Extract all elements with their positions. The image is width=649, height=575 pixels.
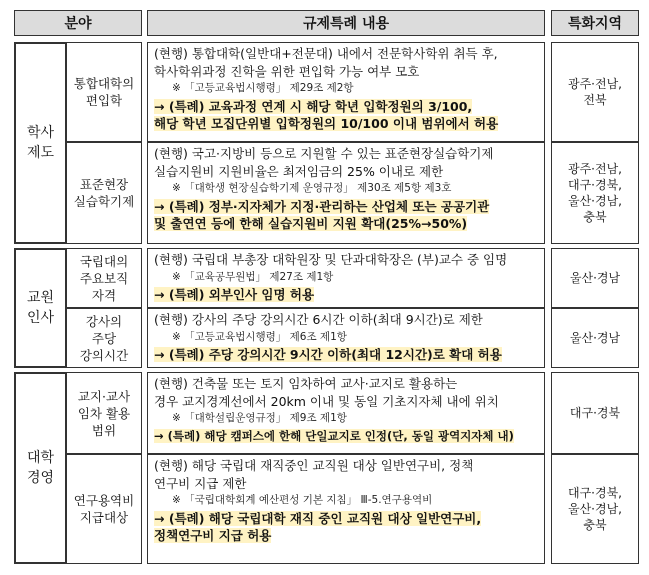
legal-reference: ※ 「대학설립운영규정」 제9조 제1항	[172, 412, 347, 424]
content-field-training	[147, 142, 545, 244]
subject-research-funding: 연구용역비 지급대상	[66, 454, 142, 564]
special-line: → (특례) 교육과정 연계 시 해당 학년 입학정원의 3/100,	[154, 98, 473, 114]
category-faculty: 교원 인사	[14, 248, 66, 368]
subject-key-positions: 국립대의 주요보직 자격	[66, 248, 142, 308]
subject-campus-lease: 교지·교사 임차 활용 범위	[66, 372, 142, 454]
content-lecture-hours	[147, 308, 545, 368]
region-integrated-transfer: 광주·전남, 전북	[551, 42, 639, 142]
current-line: 학사학위과정 진학을 위한 편입학 가능 여부 모호	[154, 63, 420, 79]
content-integrated-transfer	[147, 42, 545, 142]
special-line: 정책연구비 지급 허용	[154, 528, 272, 543]
region-research-funding: 대구·경북, 울산·경남, 충북	[551, 454, 639, 564]
current-line: (현행) 해당 국립대 재직중인 교직원 대상 일반연구비, 정책	[154, 458, 474, 473]
current-line: (현행) 국립대 부총장 대학원장 및 단과대학장은 (부)교수 중 임명	[154, 252, 508, 267]
region-lecture-hours: 울산·경남	[551, 308, 639, 368]
current-line: (현행) 통합대학(일반대+전문대) 내에서 전문학사학위 취득 후,	[154, 46, 498, 61]
region-field-training: 광주·전남, 대구·경북, 울산·경남, 충북	[551, 142, 639, 244]
content-research-funding	[147, 454, 545, 564]
special-line: 및 출연연 등에 한해 실습지원비 지원 확대(25%→50%)	[154, 216, 468, 231]
special-line: → (특례) 해당 국립대학 재직 중인 교직원 대상 일반연구비,	[154, 510, 482, 526]
subject-field-training: 표준현장 실습학기제	[66, 142, 142, 244]
subject-lecture-hours: 강사의 주당 강의시간	[66, 308, 142, 368]
current-line: (현행) 국고·지방비 등으로 지원할 수 있는 표준현장실습학기제	[154, 146, 494, 161]
category-academic: 학사 제도	[14, 42, 66, 244]
current-line: (현행) 강사의 주당 강의시간 6시간 이하(최대 9시간)로 제한	[154, 312, 483, 327]
special-line: → (특례) 외부인사 임명 허용	[154, 287, 315, 302]
region-key-positions: 울산·경남	[551, 248, 639, 308]
legal-reference: ※ 「고등교육법시행령」 제6조 제1항	[172, 330, 347, 343]
content-campus-lease	[147, 372, 545, 454]
header-region: 특화지역	[551, 10, 639, 36]
current-line: 연구비 지급 제한	[154, 475, 247, 491]
header-field: 분야	[14, 10, 142, 36]
content-key-positions	[147, 248, 545, 308]
category-management: 대학 경영	[14, 372, 66, 564]
subject-integrated-transfer: 통합대학의 편입학	[66, 42, 142, 142]
special-line: → (특례) 주당 강의시간 9시간 이하(최대 12시간)로 확대 허용	[154, 347, 502, 362]
special-line: 해당 학년 모집단위별 입학정원의 10/100 이내 범위에서 허용	[154, 116, 499, 131]
legal-reference: ※ 「교육공무원법」 제27조 제1항	[172, 270, 334, 283]
current-line: (현행) 건축물 또는 토지 임차하여 교사·교지로 활용하는	[154, 376, 458, 391]
header-content: 규제특례 내용	[147, 10, 545, 36]
current-line: 경우 교지경계선에서 20km 이내 및 동일 기초지자체 내에 위치	[154, 393, 499, 409]
legal-reference: ※ 「고등교육법시행령」 제29조 제2항	[172, 82, 354, 94]
special-line: → (특례) 정부·지자체가 지정·관리하는 산업체 또는 공공기관	[154, 198, 490, 214]
legal-reference: ※ 「국립대학회계 예산편성 기본 지침」 Ⅲ-5.연구용역비	[172, 494, 433, 506]
special-line: → (특례) 해당 캠퍼스에 한해 단일교지로 인정(단, 동일 광역지자체 내)	[154, 428, 514, 443]
current-line: 실습지원비 지원비율은 최저임금의 25% 이내로 제한	[154, 163, 444, 179]
region-campus-lease: 대구·경북	[551, 372, 639, 454]
legal-reference: ※ 「대학생 현장실습학기제 운영규정」 제30조 제5항 제3호	[172, 182, 452, 194]
